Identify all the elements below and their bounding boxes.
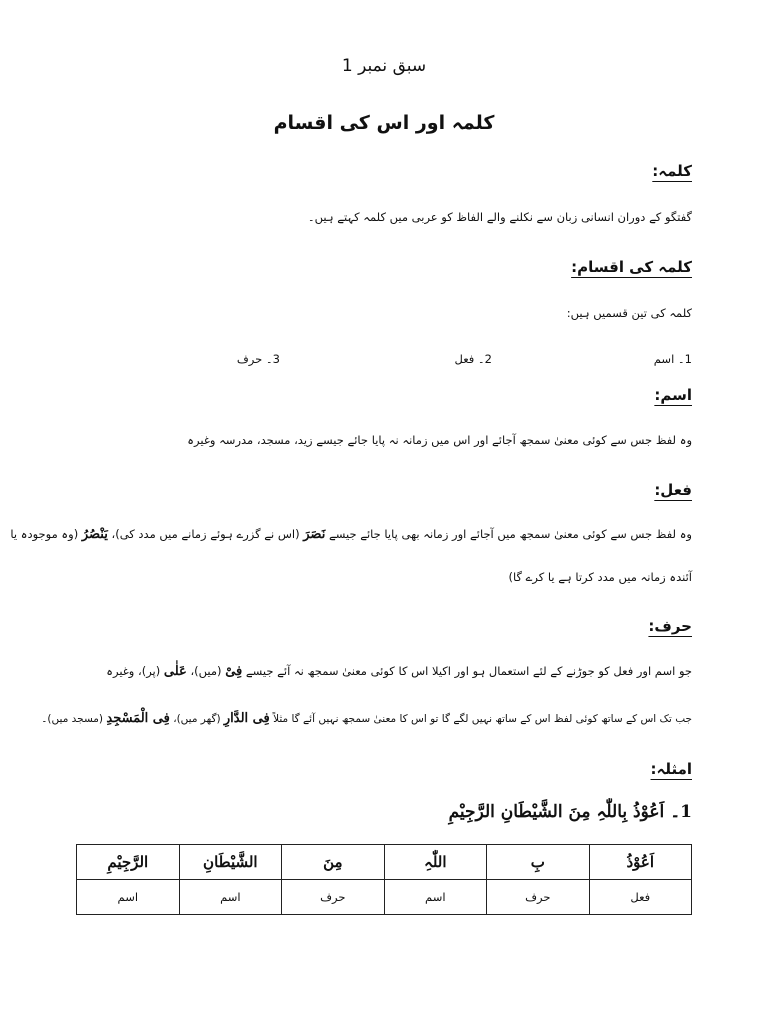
type-feel: 2۔ فعل [454,352,492,366]
feel-text-b: (اس نے گزرے ہوئے زمانے میں مدد کی)، [107,527,304,541]
arabic-word-ala: عَلٰی [163,664,187,679]
table-row-types [77,880,692,915]
word-analysis-table [76,844,692,915]
heading-ism: اسم: [654,386,692,404]
harf-text-e: (گھر میں)، [169,713,224,725]
harf-text-b: (میں)، [186,664,226,678]
table-cell-word: الشَّیْطَانِ [179,845,281,880]
harf-text-a: جو اسم اور فعل کو جوڑنے کے لئے استعمال ہو اور اکیلا اس کا کوئی معنیٰ سمجھ نہ آئے جیسے [242,664,692,678]
harf-text-c: (پر)، وغیرہ [106,664,164,678]
table-cell-type: اسم [384,880,486,915]
table-cell-type: اسم [179,880,281,915]
table-cell-word: اللّٰہِ [384,845,486,880]
heading-aqsam: کلمہ کی اقسام: [571,258,692,276]
harf-text-f: (مسجد میں)۔ [41,713,107,725]
feel-text-c: (وہ موجودہ یا [10,527,82,541]
feel-definition-line2: آئندہ زمانہ میں مدد کرتا ہے یا کرے گا) [508,570,692,584]
table-cell-word: الرَّجِیْمِ [77,845,180,880]
aqsam-intro: کلمہ کی تین قسمیں ہیں: [566,306,692,320]
heading-amsila: امثلہ: [650,760,692,778]
table-cell-type: فعل [589,880,691,915]
harf-definition-line1 [106,664,692,679]
heading-feel: فعل: [654,481,692,499]
feel-definition-line1 [10,527,692,542]
harf-definition-line2 [41,711,692,726]
table-cell-type: حرف [282,880,384,915]
kalma-definition: گفتگو کے دوران انسانی زبان سے نکلنے والے الفاظ کو عربی میں کلمہ کہتے ہیں۔ [307,210,692,224]
table-row-words [77,845,692,880]
table-cell-type: حرف [487,880,589,915]
table-cell-type: اسم [77,880,180,915]
ism-definition: وہ لفظ جس سے کوئی معنیٰ سمجھ آجائے اور اس میں زمانہ نہ پایا جائے جیسے زید، مسجد، مدرسہ وغیرہ [187,433,692,447]
table-cell-word: بِ [487,845,589,880]
type-ism: 1۔ اسم [653,352,692,366]
kalma-types-list [76,352,692,372]
heading-kalma: کلمہ: [652,162,692,180]
arabic-word-fi: فِیْ [225,664,243,679]
feel-text-a: وہ لفظ جس سے کوئی معنیٰ سمجھ میں آجائے اور زمانہ بھی پایا جائے جیسے [325,527,692,541]
arabic-phrase-fil-masjid: فِی الْمَسْجِدِ [106,711,170,726]
table-cell-word: اَعُوْذُ [589,845,691,880]
heading-harf: حرف: [648,617,692,635]
arabic-word-yansuru: یَنْصُرُ [81,527,108,542]
arabic-word-nasara: نَصَرَ [303,527,326,542]
lesson-number: سبق نمبر 1 [341,56,427,76]
table-cell-word: مِنَ [282,845,384,880]
arabic-phrase-fid-dar: فِی الدَّارِ [223,711,270,726]
type-harf: 3۔ حرف [236,352,280,366]
example-sentence: 1۔ اَعُوْذُ بِاللّٰہِ مِنَ الشَّیْطَانِ الرَّجِیْمِ [448,802,692,822]
harf-text-d: جب تک اس کے ساتھ کوئی لفظ اس کے ساتھ نہیں لگے گا تو اس کا معنیٰ سمجھ نہیں آئے گا مثلاً [269,713,692,725]
page-title: کلمہ اور اس کی اقسام [273,112,495,134]
